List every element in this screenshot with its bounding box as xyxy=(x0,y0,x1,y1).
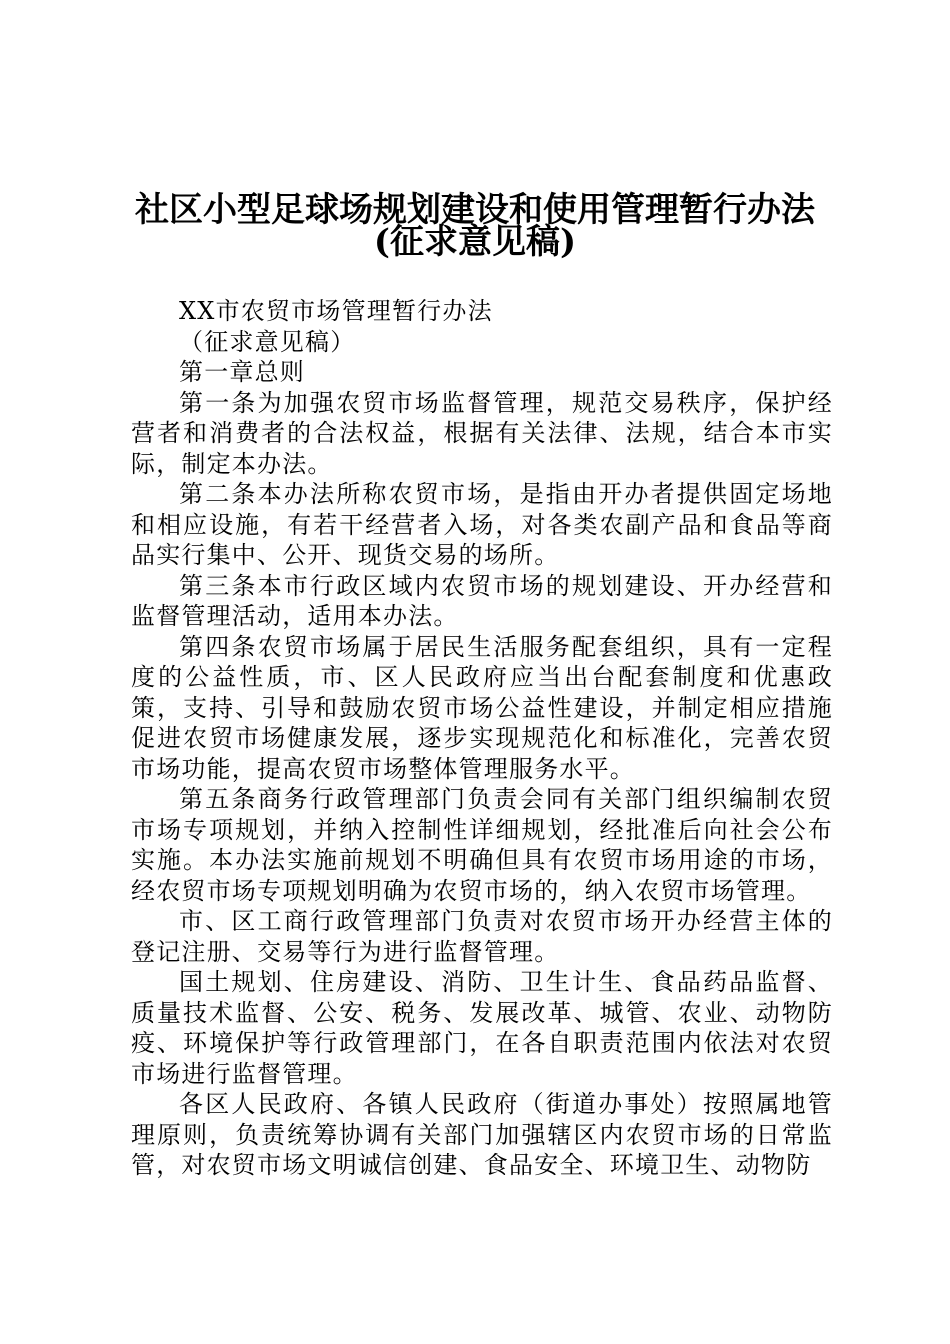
article-5-para-3: 国土规划、住房建设、消防、卫生计生、食品药品监督、质量技术监督、公安、税务、发展改革、城管、农业、动物防疫、环境保护等行政管理部门，在各自职责范围内依法对农贸市场进行监督管理。 xyxy=(131,968,833,1088)
chapter-heading: 第一章总则 xyxy=(179,358,305,386)
article-2: 第二条本办法所称农贸市场，是指由开办者提供固定场地和相应设施，有若干经营者入场，对各类农副产品和食品等商品实行集中、公开、现货交易的场所。 xyxy=(131,480,833,569)
document-body xyxy=(131,296,833,1181)
article-4: 第四条农贸市场属于居民生活服务配套组织，具有一定程度的公益性质，市、区人民政府应当出台配套制度和优惠政策，支持、引导和鼓励农贸市场公益性建设，并制定相应措施促进农贸市场健康发展，逐步实现规范化和标准化，完善农贸市场功能，提高农贸市场整体管理服务水平。 xyxy=(131,632,833,783)
document-subtitle: (征求意见稿) xyxy=(373,222,577,262)
article-5: 第五条商务行政管理部门负责会同有关部门组织编制农贸市场专项规划，并纳入控制性详细规划，经批准后向社会公布实施。本办法实施前规划不明确但具有农贸市场用途的市场，经农贸市场专项规划明确为农贸市场的，纳入农贸市场管理。 xyxy=(131,785,833,905)
article-1: 第一条为加强农贸市场监督管理，规范交易秩序，保护经营者和消费者的合法权益，根据有关法律、法规，结合本市实际，制定本办法。 xyxy=(131,388,833,478)
body-heading-draft: （征求意见稿） xyxy=(179,327,356,356)
article-5-para-4: 各区人民政府、各镇人民政府（街道办事处）按照属地管理原则，负责统筹协调有关部门加强辖区内农贸市场的日常监管，对农贸市场文明诚信创建、食品安全、环境卫生、动物防 xyxy=(131,1090,833,1179)
body-heading-title: XX市农贸市场管理暂行办法 xyxy=(179,297,493,325)
article-5-para-2: 市、区工商行政管理部门负责对农贸市场开办经营主体的登记注册、交易等行为进行监督管理。 xyxy=(131,907,833,966)
document-title: 社区小型足球场规划建设和使用管理暂行办法 xyxy=(135,190,815,230)
article-3: 第三条本市行政区域内农贸市场的规划建设、开办经营和监督管理活动，适用本办法。 xyxy=(131,571,833,630)
